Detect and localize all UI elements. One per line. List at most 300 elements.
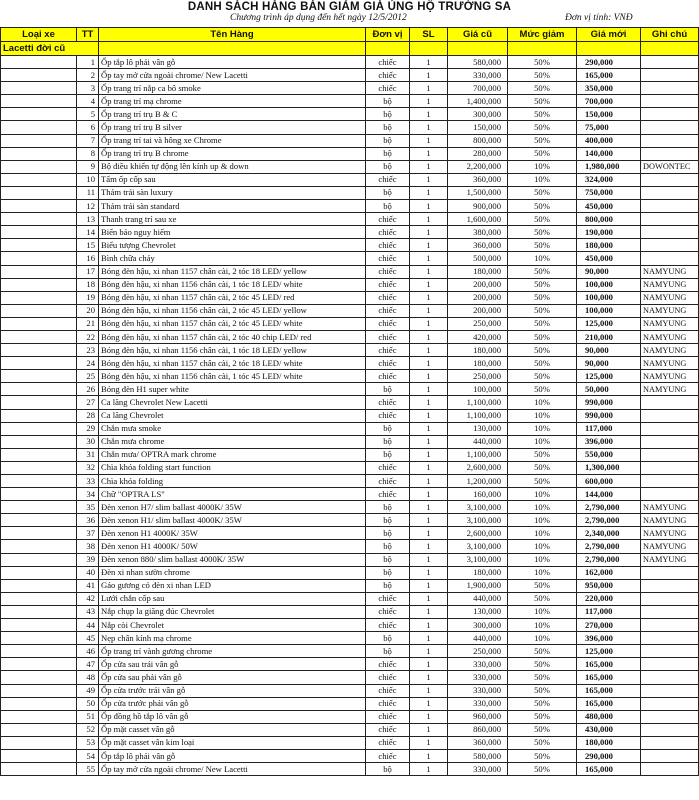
new-price-cell: 125,000	[577, 370, 641, 383]
index-cell: 2	[77, 69, 99, 82]
old-price-cell: 1,100,000	[448, 396, 508, 409]
group-cell	[641, 42, 699, 56]
vehicle-type-cell	[1, 370, 77, 383]
old-price-cell: 900,000	[448, 200, 508, 213]
new-price-cell: 450,000	[577, 252, 641, 265]
quantity-cell: 1	[410, 749, 448, 762]
unit-cell: bộ	[366, 383, 410, 396]
vehicle-type-cell	[1, 579, 77, 592]
note-cell	[641, 121, 699, 134]
note-cell	[641, 396, 699, 409]
quantity-cell: 1	[410, 527, 448, 540]
vehicle-type-cell	[1, 566, 77, 579]
table-row	[1, 252, 699, 265]
quantity-cell: 1	[410, 200, 448, 213]
item-name-cell: Đèn xenon 880/ slim ballast 4000K/ 35W	[99, 553, 366, 566]
vehicle-type-cell	[1, 200, 77, 213]
discount-cell: 10%	[508, 252, 577, 265]
discount-cell: 50%	[508, 370, 577, 383]
old-price-cell: 860,000	[448, 723, 508, 736]
unit-cell: chiếc	[366, 69, 410, 82]
table-row	[1, 330, 699, 343]
item-name-cell: Ca lăng Chevrolet New Lacetti	[99, 396, 366, 409]
note-cell	[641, 658, 699, 671]
discount-cell: 50%	[508, 278, 577, 291]
group-row	[1, 42, 699, 56]
quantity-cell: 1	[410, 252, 448, 265]
discount-cell: 50%	[508, 592, 577, 605]
discount-cell: 10%	[508, 396, 577, 409]
index-cell: 17	[77, 265, 99, 278]
note-cell	[641, 645, 699, 658]
table-row	[1, 553, 699, 566]
item-name-cell: Đèn xenon H1/ slim ballast 4000K/ 35W	[99, 514, 366, 527]
vehicle-type-cell	[1, 553, 77, 566]
old-price-cell: 2,600,000	[448, 461, 508, 474]
item-name-cell: Nắp chụp la giăng đúc Chevrolet	[99, 605, 366, 618]
discount-cell: 50%	[508, 357, 577, 370]
quantity-cell: 1	[410, 671, 448, 684]
vehicle-type-cell	[1, 448, 77, 461]
discount-cell: 50%	[508, 461, 577, 474]
group-label: Lacetti đời cũ	[1, 42, 99, 56]
old-price-cell: 3,100,000	[448, 553, 508, 566]
index-cell: 10	[77, 173, 99, 186]
old-price-cell: 180,000	[448, 566, 508, 579]
item-name-cell: Ốp đồng hồ tắp lô vân gỗ	[99, 710, 366, 723]
note-cell	[641, 422, 699, 435]
table-row	[1, 488, 699, 501]
item-name-cell: Đèn xenon H1 4000K/ 50W	[99, 540, 366, 553]
note-cell: NAMYUNG	[641, 501, 699, 514]
unit-cell: chiếc	[366, 461, 410, 474]
unit-cell: chiếc	[366, 619, 410, 632]
vehicle-type-cell	[1, 592, 77, 605]
note-cell: NAMYUNG	[641, 344, 699, 357]
old-price-cell: 150,000	[448, 121, 508, 134]
index-cell: 34	[77, 488, 99, 501]
item-name-cell: Ốp trang trí mạ chrome	[99, 95, 366, 108]
index-cell: 11	[77, 186, 99, 199]
item-name-cell: Gáo gương có đèn xi nhan LED	[99, 579, 366, 592]
discount-cell: 10%	[508, 409, 577, 422]
index-cell: 53	[77, 736, 99, 749]
old-price-cell: 200,000	[448, 304, 508, 317]
note-cell	[641, 448, 699, 461]
table-row	[1, 121, 699, 134]
header-row	[1, 28, 699, 42]
index-cell: 16	[77, 252, 99, 265]
item-name-cell: Ốp mặt casset vân gỗ	[99, 723, 366, 736]
unit-cell: bộ	[366, 134, 410, 147]
index-cell: 45	[77, 632, 99, 645]
old-price-cell: 960,000	[448, 710, 508, 723]
old-price-cell: 1,600,000	[448, 213, 508, 226]
vehicle-type-cell	[1, 173, 77, 186]
table-row	[1, 448, 699, 461]
table-row	[1, 671, 699, 684]
note-cell	[641, 200, 699, 213]
vehicle-type-cell	[1, 213, 77, 226]
index-cell: 26	[77, 383, 99, 396]
discount-cell: 50%	[508, 763, 577, 776]
discount-cell: 10%	[508, 540, 577, 553]
old-price-cell: 130,000	[448, 422, 508, 435]
quantity-cell: 1	[410, 291, 448, 304]
old-price-cell: 380,000	[448, 226, 508, 239]
discount-cell: 10%	[508, 566, 577, 579]
note-cell	[641, 147, 699, 160]
vehicle-type-cell	[1, 501, 77, 514]
item-name-cell: Ốp tắp lô phải vân gỗ	[99, 56, 366, 69]
note-cell	[641, 475, 699, 488]
table-row	[1, 684, 699, 697]
quantity-cell: 1	[410, 605, 448, 618]
discount-cell: 10%	[508, 619, 577, 632]
quantity-cell: 1	[410, 461, 448, 474]
discount-cell: 50%	[508, 697, 577, 710]
old-price-cell: 3,100,000	[448, 501, 508, 514]
new-price-cell: 150,000	[577, 108, 641, 121]
vehicle-type-cell	[1, 56, 77, 69]
discount-cell: 10%	[508, 553, 577, 566]
item-name-cell: Chữ "OPTRA LS"	[99, 488, 366, 501]
item-name-cell: Bộ điều khiển tự động lên kính up & down	[99, 160, 366, 173]
item-name-cell: Chìa khóa folding start function	[99, 461, 366, 474]
item-name-cell: Ốp trang trí nắp ca bô smoke	[99, 82, 366, 95]
vehicle-type-cell	[1, 645, 77, 658]
old-price-cell: 440,000	[448, 632, 508, 645]
discount-cell: 50%	[508, 448, 577, 461]
item-name-cell: Ốp tay mở cửa ngoài chrome/ New Lacetti	[99, 69, 366, 82]
new-price-cell: 800,000	[577, 213, 641, 226]
index-cell: 38	[77, 540, 99, 553]
vehicle-type-cell	[1, 396, 77, 409]
index-cell: 9	[77, 160, 99, 173]
group-cell	[508, 42, 577, 56]
unit-cell: bộ	[366, 579, 410, 592]
item-name-cell: Ốp trang trí vành gương chrome	[99, 645, 366, 658]
discount-cell: 50%	[508, 344, 577, 357]
vehicle-type-cell	[1, 304, 77, 317]
table-row	[1, 383, 699, 396]
vehicle-type-cell	[1, 278, 77, 291]
discount-cell: 50%	[508, 749, 577, 762]
unit-cell: chiếc	[366, 710, 410, 723]
unit-cell: chiếc	[366, 239, 410, 252]
unit-cell: chiếc	[366, 291, 410, 304]
discount-cell: 10%	[508, 605, 577, 618]
unit-cell: chiếc	[366, 605, 410, 618]
old-price-cell: 250,000	[448, 370, 508, 383]
item-name-cell: Chắn mưa/ OPTRA mark chrome	[99, 448, 366, 461]
old-price-cell: 1,400,000	[448, 95, 508, 108]
new-price-cell: 180,000	[577, 239, 641, 252]
table-row	[1, 723, 699, 736]
quantity-cell: 1	[410, 488, 448, 501]
quantity-cell: 1	[410, 763, 448, 776]
new-price-cell: 165,000	[577, 658, 641, 671]
unit-cell: bộ	[366, 501, 410, 514]
vehicle-type-cell	[1, 291, 77, 304]
quantity-cell: 1	[410, 645, 448, 658]
discount-cell: 50%	[508, 134, 577, 147]
note-cell	[641, 95, 699, 108]
item-name-cell: Ốp cửa sau phải vân gỗ	[99, 671, 366, 684]
index-cell: 12	[77, 200, 99, 213]
new-price-cell: 100,000	[577, 291, 641, 304]
discount-cell: 10%	[508, 435, 577, 448]
note-cell	[641, 226, 699, 239]
table-row	[1, 160, 699, 173]
old-price-cell: 330,000	[448, 658, 508, 671]
unit-cell: chiếc	[366, 370, 410, 383]
unit-cell: bộ	[366, 422, 410, 435]
note-cell	[641, 710, 699, 723]
unit-cell: chiếc	[366, 723, 410, 736]
vehicle-type-cell	[1, 95, 77, 108]
item-name-cell: Chắn mưa smoke	[99, 422, 366, 435]
new-price-cell: 290,000	[577, 749, 641, 762]
vehicle-type-cell	[1, 475, 77, 488]
unit-cell: bộ	[366, 763, 410, 776]
new-price-cell: 270,000	[577, 619, 641, 632]
old-price-cell: 330,000	[448, 697, 508, 710]
note-cell	[641, 239, 699, 252]
old-price-cell: 440,000	[448, 592, 508, 605]
quantity-cell: 1	[410, 160, 448, 173]
old-price-cell: 250,000	[448, 645, 508, 658]
index-cell: 27	[77, 396, 99, 409]
quantity-cell: 1	[410, 278, 448, 291]
new-price-cell: 165,000	[577, 697, 641, 710]
item-name-cell: Bóng đèn hậu, xi nhan 1156 chân cài, 1 tóc 18 LED/ yellow	[99, 344, 366, 357]
note-cell	[641, 749, 699, 762]
quantity-cell: 1	[410, 579, 448, 592]
new-price-cell: 220,000	[577, 592, 641, 605]
unit-cell: chiếc	[366, 592, 410, 605]
new-price-cell: 165,000	[577, 684, 641, 697]
new-price-cell: 90,000	[577, 344, 641, 357]
quantity-cell: 1	[410, 383, 448, 396]
index-cell: 29	[77, 422, 99, 435]
discount-cell: 50%	[508, 383, 577, 396]
vehicle-type-cell	[1, 186, 77, 199]
old-price-cell: 800,000	[448, 134, 508, 147]
index-cell: 36	[77, 514, 99, 527]
quantity-cell: 1	[410, 566, 448, 579]
table-row	[1, 108, 699, 121]
new-price-cell: 100,000	[577, 304, 641, 317]
vehicle-type-cell	[1, 317, 77, 330]
new-price-cell: 190,000	[577, 226, 641, 239]
unit-cell: bộ	[366, 514, 410, 527]
header-note: Ghi chú	[641, 28, 699, 42]
note-cell: NAMYUNG	[641, 357, 699, 370]
item-name-cell: Thảm trải sàn standard	[99, 200, 366, 213]
vehicle-type-cell	[1, 265, 77, 278]
quantity-cell: 1	[410, 501, 448, 514]
quantity-cell: 1	[410, 514, 448, 527]
vehicle-type-cell	[1, 252, 77, 265]
table-row	[1, 514, 699, 527]
table-row	[1, 317, 699, 330]
table-row	[1, 226, 699, 239]
quantity-cell: 1	[410, 357, 448, 370]
discount-cell: 50%	[508, 147, 577, 160]
new-price-cell: 125,000	[577, 317, 641, 330]
item-name-cell: Bóng đèn hậu, xi nhan 1156 chân cài, 1 tóc 45 LED/ white	[99, 370, 366, 383]
note-cell	[641, 592, 699, 605]
unit-cell: chiếc	[366, 317, 410, 330]
discount-cell: 50%	[508, 213, 577, 226]
index-cell: 47	[77, 658, 99, 671]
unit-cell: chiếc	[366, 396, 410, 409]
new-price-cell: 2,340,000	[577, 527, 641, 540]
index-cell: 6	[77, 121, 99, 134]
table-row	[1, 422, 699, 435]
table-row	[1, 265, 699, 278]
item-name-cell: Ốp mặt casset vân kim loại	[99, 736, 366, 749]
group-cell	[99, 42, 366, 56]
table-row	[1, 147, 699, 160]
new-price-cell: 400,000	[577, 134, 641, 147]
index-cell: 49	[77, 684, 99, 697]
new-price-cell: 990,000	[577, 409, 641, 422]
unit-cell: bộ	[366, 448, 410, 461]
unit-cell: chiếc	[366, 357, 410, 370]
index-cell: 41	[77, 579, 99, 592]
quantity-cell: 1	[410, 422, 448, 435]
header-old-price: Giá cũ	[448, 28, 508, 42]
index-cell: 50	[77, 697, 99, 710]
note-cell: NAMYUNG	[641, 291, 699, 304]
quantity-cell: 1	[410, 330, 448, 343]
note-cell	[641, 763, 699, 776]
item-name-cell: Chắn mưa chrome	[99, 435, 366, 448]
old-price-cell: 2,200,000	[448, 160, 508, 173]
index-cell: 7	[77, 134, 99, 147]
index-cell: 4	[77, 95, 99, 108]
item-name-cell: Bóng đèn hậu, xi nhan 1157 chân cài, 2 tóc 18 LED/ yellow	[99, 265, 366, 278]
discount-cell: 10%	[508, 527, 577, 540]
item-name-cell: Ốp trang trí trụ B silver	[99, 121, 366, 134]
old-price-cell: 580,000	[448, 749, 508, 762]
discount-cell: 10%	[508, 422, 577, 435]
unit-cell: bộ	[366, 200, 410, 213]
vehicle-type-cell	[1, 239, 77, 252]
quantity-cell: 1	[410, 553, 448, 566]
item-name-cell: Đèn xi nhan sườn chrome	[99, 566, 366, 579]
note-cell	[641, 108, 699, 121]
new-price-cell: 1,300,000	[577, 461, 641, 474]
note-cell: NAMYUNG	[641, 304, 699, 317]
discount-cell: 10%	[508, 160, 577, 173]
note-cell	[641, 69, 699, 82]
unit-cell: bộ	[366, 186, 410, 199]
unit-cell: chiếc	[366, 684, 410, 697]
vehicle-type-cell	[1, 383, 77, 396]
item-name-cell: Đèn xenon H1 4000K/ 35W	[99, 527, 366, 540]
discount-cell: 50%	[508, 239, 577, 252]
index-cell: 46	[77, 645, 99, 658]
table-row	[1, 475, 699, 488]
note-cell	[641, 697, 699, 710]
item-name-cell: Lưới chắn cốp sau	[99, 592, 366, 605]
note-cell: NAMYUNG	[641, 278, 699, 291]
note-cell	[641, 605, 699, 618]
note-cell	[641, 134, 699, 147]
new-price-cell: 290,000	[577, 56, 641, 69]
unit-cell: chiếc	[366, 488, 410, 501]
old-price-cell: 180,000	[448, 344, 508, 357]
vehicle-type-cell	[1, 671, 77, 684]
item-name-cell: Ốp trang trí trụ B & C	[99, 108, 366, 121]
unit-cell: chiếc	[366, 82, 410, 95]
index-cell: 42	[77, 592, 99, 605]
table-row	[1, 435, 699, 448]
table-row	[1, 291, 699, 304]
vehicle-type-cell	[1, 435, 77, 448]
discount-cell: 50%	[508, 121, 577, 134]
note-cell	[641, 488, 699, 501]
old-price-cell: 130,000	[448, 605, 508, 618]
new-price-cell: 750,000	[577, 186, 641, 199]
quantity-cell: 1	[410, 134, 448, 147]
quantity-cell: 1	[410, 186, 448, 199]
note-cell: NAMYUNG	[641, 540, 699, 553]
vehicle-type-cell	[1, 121, 77, 134]
unit-cell: chiếc	[366, 173, 410, 186]
discount-cell: 50%	[508, 108, 577, 121]
item-name-cell: Bình chữa cháy	[99, 252, 366, 265]
item-name-cell: Ốp cửa trước phải vân gỗ	[99, 697, 366, 710]
table-row	[1, 396, 699, 409]
new-price-cell: 1,980,000	[577, 160, 641, 173]
item-name-cell: Bóng đèn H1 super white	[99, 383, 366, 396]
program-date-note: Chương trình áp dụng đến hết ngày 12/5/2012	[230, 13, 407, 23]
old-price-cell: 1,200,000	[448, 475, 508, 488]
unit-cell: chiếc	[366, 409, 410, 422]
new-price-cell: 990,000	[577, 396, 641, 409]
discount-cell: 50%	[508, 710, 577, 723]
note-cell	[641, 579, 699, 592]
discount-cell: 50%	[508, 200, 577, 213]
item-name-cell: Ốp cửa trước trái vân gỗ	[99, 684, 366, 697]
vehicle-type-cell	[1, 330, 77, 343]
group-cell	[410, 42, 448, 56]
document-title: DANH SÁCH HÀNG BÁN GIẢM GIÁ ỦNG HỘ TRƯỜNG SA	[187, 1, 512, 13]
vehicle-type-cell	[1, 461, 77, 474]
new-price-cell: 396,000	[577, 435, 641, 448]
discount-cell: 50%	[508, 56, 577, 69]
index-cell: 28	[77, 409, 99, 422]
table-row	[1, 619, 699, 632]
item-name-cell: Chìa khóa folding	[99, 475, 366, 488]
unit-cell: chiếc	[366, 226, 410, 239]
new-price-cell: 324,000	[577, 173, 641, 186]
quantity-cell: 1	[410, 710, 448, 723]
index-cell: 15	[77, 239, 99, 252]
new-price-cell: 162,000	[577, 566, 641, 579]
quantity-cell: 1	[410, 147, 448, 160]
new-price-cell: 100,000	[577, 278, 641, 291]
group-cell	[366, 42, 410, 56]
table-row	[1, 763, 699, 776]
note-cell: NAMYUNG	[641, 553, 699, 566]
unit-cell: bộ	[366, 108, 410, 121]
new-price-cell: 700,000	[577, 95, 641, 108]
